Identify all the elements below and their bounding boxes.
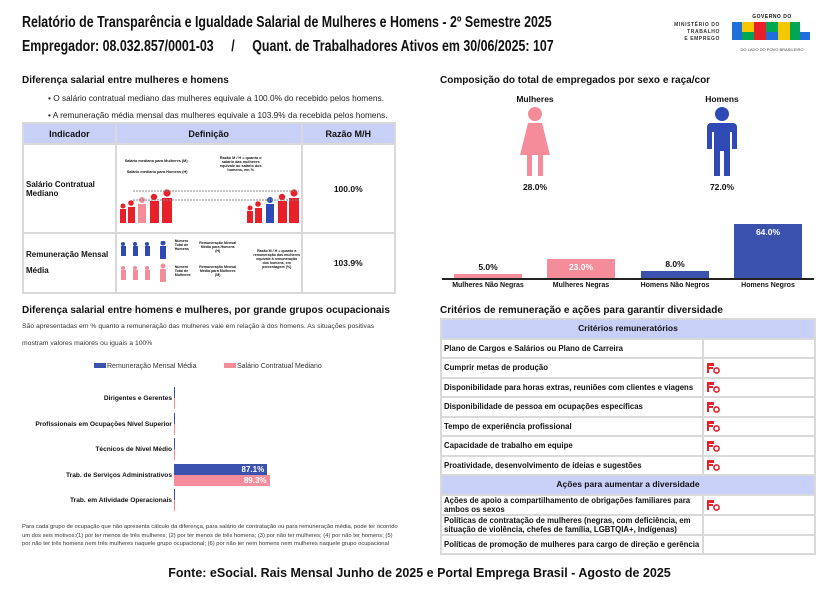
table-row (441, 456, 815, 476)
table-row (441, 417, 815, 437)
check-mark-icon (706, 362, 720, 374)
table-row (441, 339, 815, 359)
criterion-status (703, 456, 815, 476)
criterion-label: Plano de Cargos e Salários ou Plano de Carreira (441, 339, 703, 359)
bar-value-label: 64.0% (755, 227, 781, 238)
definition-average (116, 233, 302, 293)
composition-bar-chart (440, 200, 820, 295)
composition-title: Composição do total de empregados por sexo e raça/cor (440, 75, 711, 86)
check-mark-icon (706, 499, 720, 511)
occupation-label: Dirigentes e Gerentes (103, 395, 172, 402)
criterion-status (703, 397, 815, 417)
check-mark-icon (706, 420, 720, 432)
occupation-bar (174, 413, 175, 424)
def-text: Salário mediano para Homens (H) (126, 170, 188, 174)
source-footer: Fonte: eSocial. Rais Mensal Junho de 2025 e Portal Emprega Brasil - Agosto de 2025 (168, 566, 671, 580)
occupation-bar (174, 398, 175, 409)
table-row (23, 144, 395, 233)
def-text: Razão M / H = quanto a remuneração das mulheres equivale à remuneração dos homens, em porcentagem (%) (253, 249, 301, 269)
check-mark-icon (706, 401, 720, 413)
criterion-status (703, 339, 815, 359)
occupation-bar (174, 489, 175, 500)
bar-value-label: 8.0% (665, 259, 685, 270)
occupation-label: Trab. em Atividade Operacionais (70, 497, 172, 504)
criterion-status (703, 515, 815, 535)
ministry-line: MINISTÉRIO DO (674, 22, 720, 28)
criterion-label: Proatividade, desenvolvimento de ideias e sugestões (441, 456, 703, 476)
check-mark-icon (706, 440, 720, 452)
section-header (441, 319, 815, 339)
bar-value-label: 5.0% (478, 261, 498, 272)
bar-value-label: 23.0% (568, 261, 594, 272)
col-definition: Definição (116, 123, 302, 144)
ministry-logo (660, 22, 720, 43)
category-label: Homens Não Negros (640, 282, 710, 289)
criterion-label: Políticas de contratação de mulheres (negras, com deficiência, em situação de violência, chefes de família, LGBTQIA+, Indígenas) (441, 515, 703, 535)
brasil-logo-mark (732, 20, 812, 42)
woman-icon (518, 106, 552, 176)
logo-slogan: DO LADO DO POVO BRASILEIRO (740, 47, 804, 52)
section-header-label: Critérios remuneratórios (441, 319, 815, 339)
women-pct: 28.0% (522, 182, 548, 192)
def-text: Razão M / H = quanto o salário das mulheres equivale ao salário dos homens, em % (219, 156, 262, 172)
occupation-label: Profissionais em Ocupações Nível Superior (35, 420, 172, 428)
criterion-status (703, 436, 815, 456)
criterion-label: Disponibilidade de pessoa em ocupações específicas (441, 397, 703, 417)
logo-gov-text: GOVERNO DO (752, 14, 792, 20)
def-text: Número Total de Homens (174, 239, 189, 251)
criteria-table (440, 318, 816, 555)
criterion-status (703, 495, 815, 515)
occupation-bar (174, 424, 175, 435)
separator: / (231, 38, 235, 55)
composition-bar (641, 271, 709, 278)
occupation-label: Técnicos de Nível Médio (95, 446, 172, 453)
category-label: Mulheres Não Negras (452, 282, 524, 289)
bar-value-label: 89.3% (243, 475, 267, 485)
criterion-label: Disponibilidade para horas extras, reuniões com clientes e viagens (441, 378, 703, 398)
table-row (441, 358, 815, 378)
bullet-average: • A remuneração média mensal das mulheres equivale a 103.9% da recebida pelos homens. (48, 110, 388, 120)
occupational-footnote: Para cada grupo de ocupação que não apresenta cálculo da diferença, para salário de contratação ou para remuneração média, pode ter ocorrido um dos seis motivos:(1) por ter menos de três mulheres; (2) por ter menos de três homens; (3) por não ter mulheres; (4) por não ter homens; (5) por não ter três homens nem três mulheres naquele grupo ocupacional; (6) por não ter nem homens nem mulheres naquele grupo ocupacional (22, 524, 398, 548)
criterion-label: Tempo de experiência profissional (441, 417, 703, 437)
col-ratio: Razão M/H (302, 123, 395, 144)
table-row (441, 535, 815, 555)
indicator-label: Remuneração Mensal Média (23, 233, 116, 293)
criterion-status (703, 535, 815, 555)
occupation-bar (174, 438, 175, 449)
occupation-bar (174, 500, 175, 511)
people-sum-pictogram (119, 241, 171, 285)
legend-swatch (224, 363, 236, 368)
active-workers: Quant. de Trabalhadores Ativos em 30/06/2025: 107 (252, 38, 554, 55)
occupational-subtitle: mostram valores maiores ou iguais a 100% (22, 340, 153, 347)
occupation-bar (174, 387, 175, 398)
legend-label: Remuneração Mensal Média (107, 363, 197, 370)
legend-average (94, 363, 197, 370)
def-text: Remuneração Mensal Média para Mulheres (M) (199, 265, 237, 277)
occupation-bar (174, 449, 175, 460)
salary-ratio-table (22, 122, 396, 294)
col-indicator: Indicador (23, 123, 116, 144)
section-header (441, 475, 815, 495)
employer-id: Empregador: 08.032.857/0001-03 (22, 38, 214, 55)
bar-value-label: 87.1% (241, 464, 265, 474)
check-mark-icon (706, 459, 720, 471)
indicator-label: Salário Contratual Mediano (23, 144, 116, 233)
criterion-label: Ações de apoio a compartilhamento de obrigações familiares para ambos os sexos (441, 495, 703, 515)
criterion-status (703, 378, 815, 398)
ministry-line: E EMPREGO (684, 36, 720, 42)
category-label: Mulheres Negras (552, 282, 610, 289)
bullet-median: • O salário contratual mediano das mulheres equivale a 100.0% do recebido pelos homens. (48, 93, 384, 103)
def-text: Remuneração Mensal Média para Homens (H) (199, 241, 237, 253)
men-pct: 72.0% (709, 182, 735, 192)
legend-swatch (94, 363, 106, 368)
criterion-label: Capacidade de trabalho em equipe (441, 436, 703, 456)
people-pictogram (117, 186, 303, 230)
men-label: Homens (705, 94, 739, 104)
composition-bar (454, 274, 522, 278)
table-row (441, 495, 815, 515)
check-mark-icon (706, 381, 720, 393)
category-label: Homens Negros (741, 282, 795, 289)
criterion-status (703, 417, 815, 437)
criterion-status (703, 358, 815, 378)
occupational-title: Diferença salarial entre homens e mulheres, por grande grupos ocupacionais (22, 305, 390, 316)
man-icon (705, 106, 739, 176)
occupational-bar-chart (0, 385, 420, 515)
occupational-subtitle: São apresentadas em % quanto a remuneração das mulheres vale em relação à dos homens. As situações positivas (22, 323, 375, 330)
table-row (23, 233, 395, 293)
def-text: Número Total de Mulheres (174, 265, 191, 277)
criterion-label: Políticas de promoção de mulheres para cargo de direção e gerência (441, 535, 703, 555)
criterion-label: Cumprir metas de produção (441, 358, 703, 378)
table-row (441, 397, 815, 417)
section-header-label: Ações para aumentar a diversidade (441, 475, 815, 495)
ministry-line: TRABALHO (687, 29, 720, 35)
table-row (441, 515, 815, 535)
table-row (441, 436, 815, 456)
women-label: Mulheres (516, 94, 554, 104)
employer-line (22, 38, 554, 56)
report-title: Relatório de Transparência e Igualdade Salarial de Mulheres e Homens - 2º Semestre 2025 (22, 14, 552, 31)
criteria-title: Critérios de remuneração e ações para garantir diversidade (440, 305, 723, 316)
definition-median (116, 144, 302, 233)
ratio-average: 103.9% (302, 233, 395, 293)
salary-diff-title: Diferença salarial entre mulheres e homens (22, 75, 229, 86)
legend-median (224, 363, 322, 370)
gov-brasil-logo (732, 14, 812, 52)
ratio-median: 100.0% (302, 144, 395, 233)
table-row (441, 378, 815, 398)
def-text: Salário mediano para Mulheres (M) (124, 159, 188, 163)
x-axis (442, 278, 814, 280)
legend-label: Salário Contratual Mediano (237, 363, 322, 370)
occupation-label: Trab. de Serviços Administrativos (65, 471, 172, 479)
